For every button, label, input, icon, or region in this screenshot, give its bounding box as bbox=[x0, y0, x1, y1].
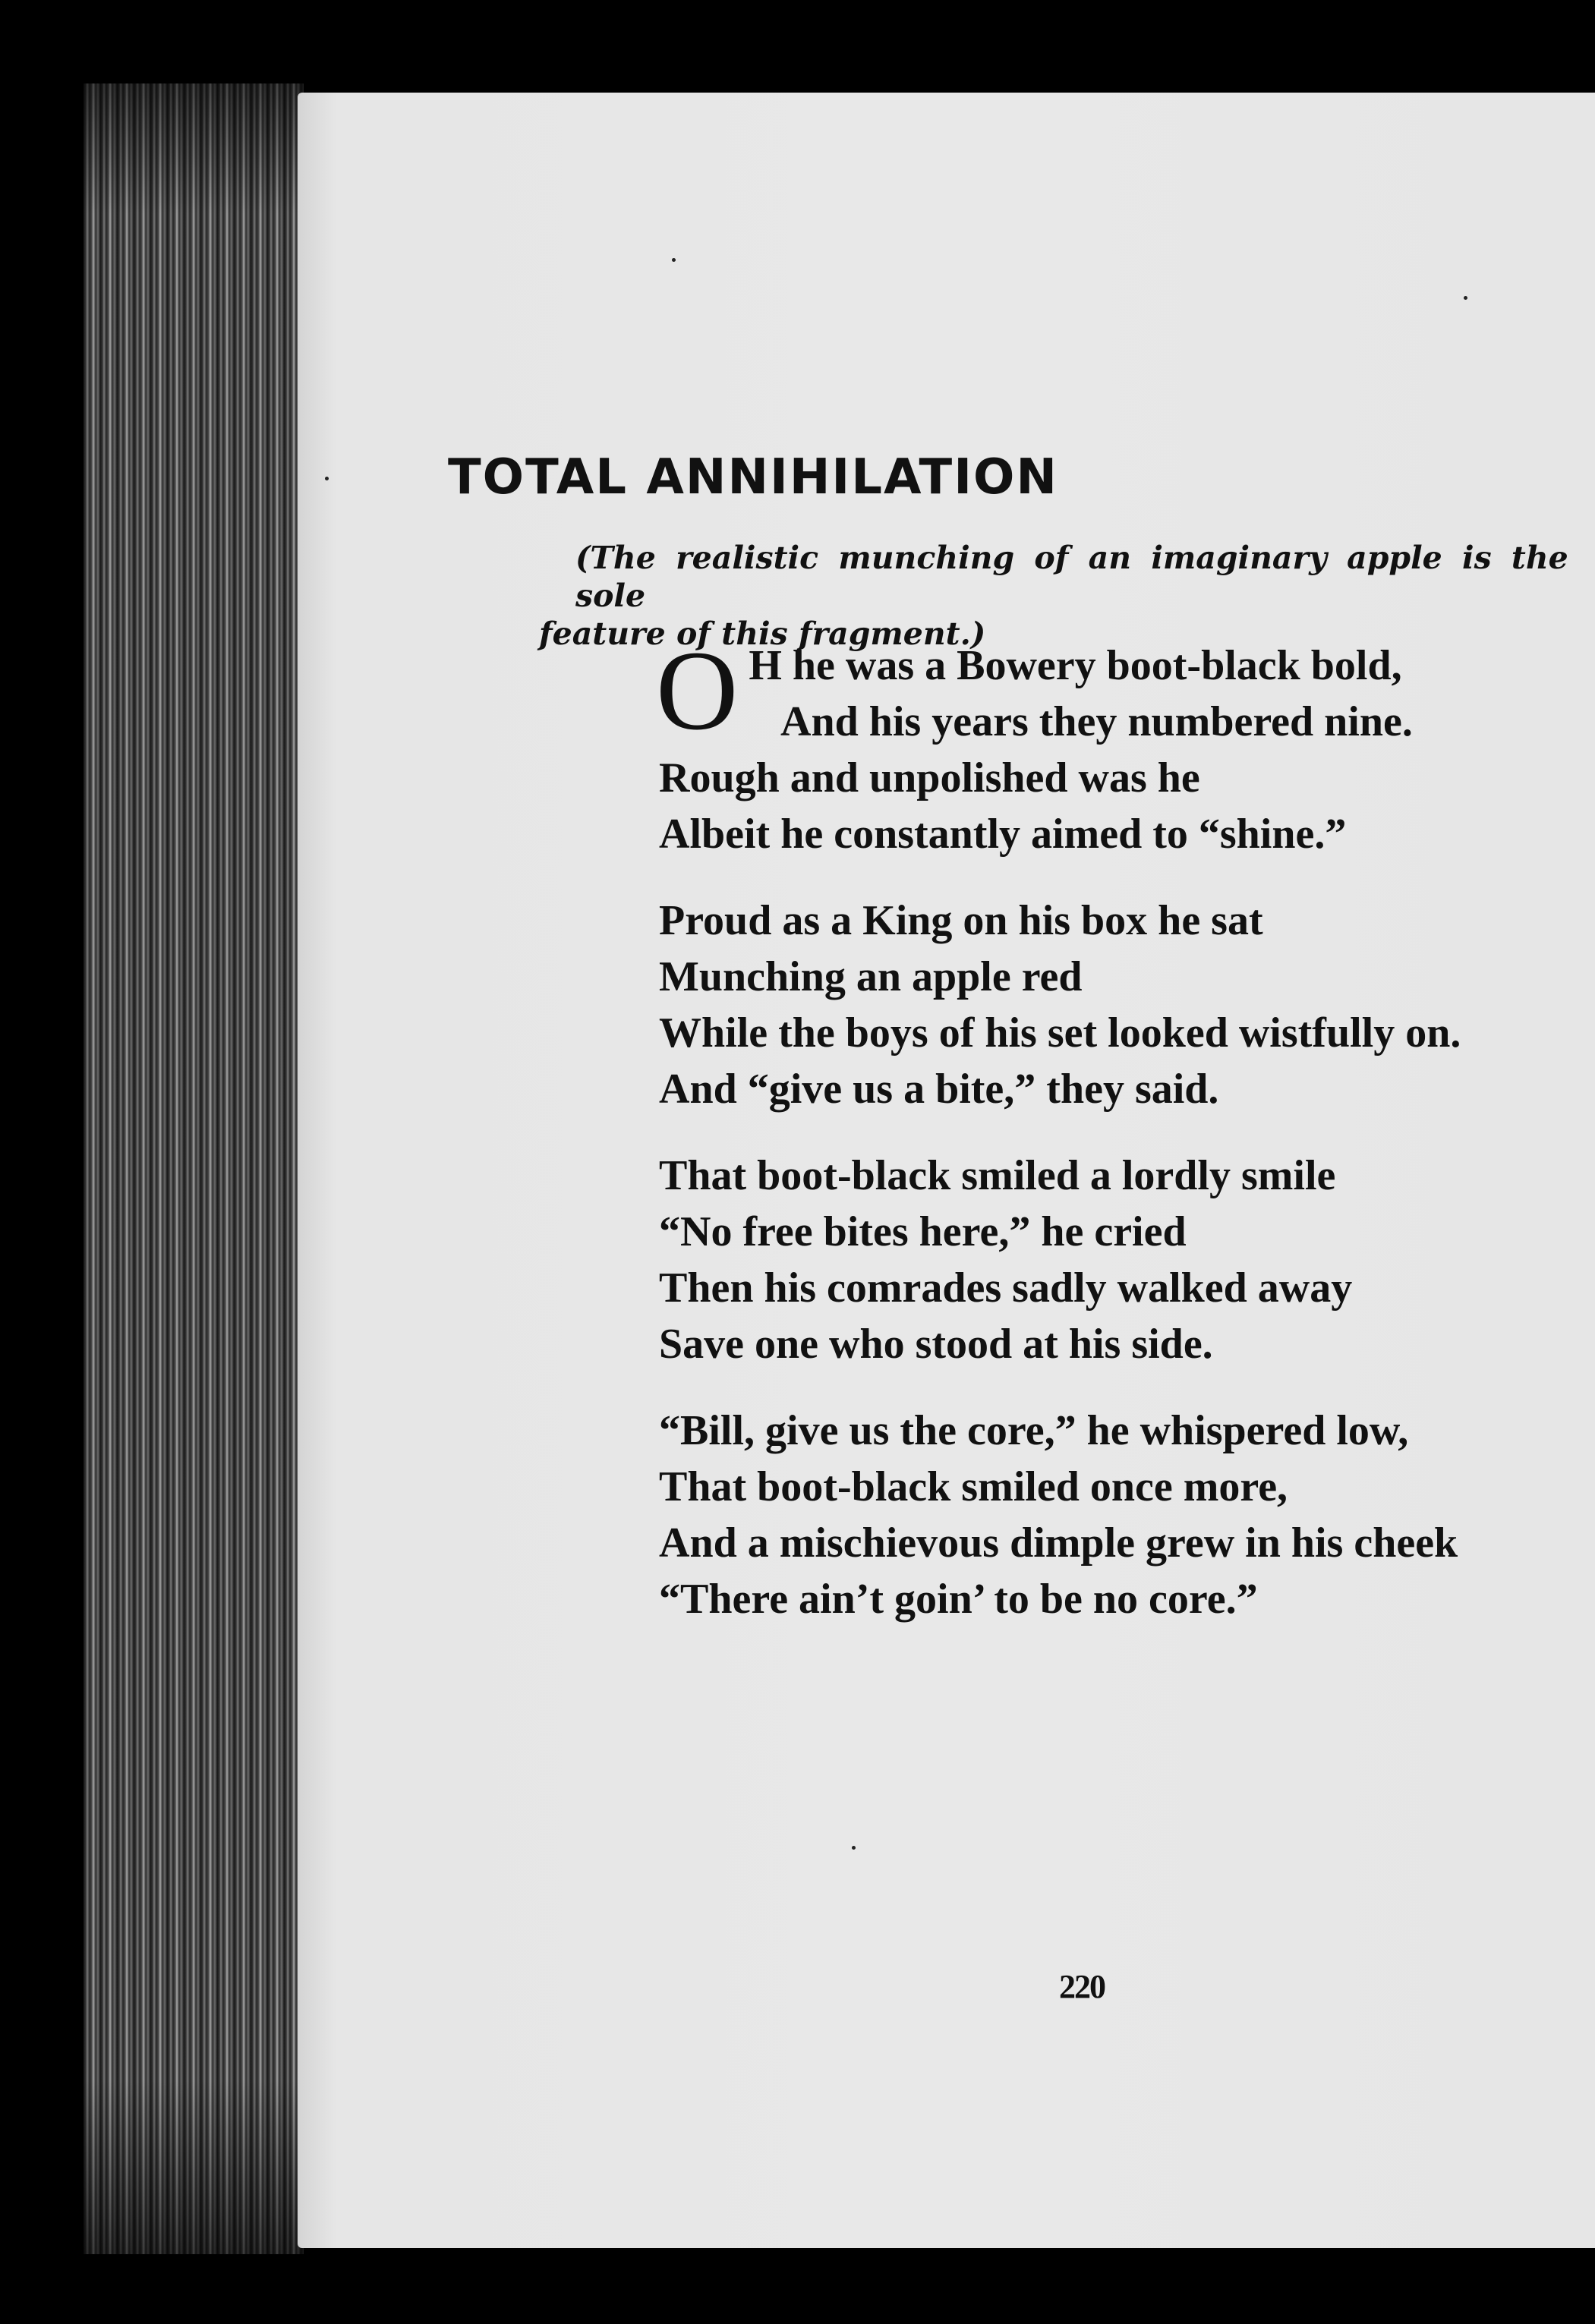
dust-speck bbox=[325, 477, 329, 480]
poem-body bbox=[656, 628, 1585, 1658]
dust-speck bbox=[1464, 296, 1467, 300]
poem-title: TOTAL ANNIHILATION bbox=[448, 449, 1058, 505]
poem-line: Then his comrades sadly walked away bbox=[659, 1264, 1353, 1312]
poem-line: Proud as a King on his box he sat bbox=[659, 897, 1263, 944]
poem-line: And a mischievous dimple grew in his cheek bbox=[659, 1519, 1458, 1567]
poem-line: H he was a Bowery boot-black bold, bbox=[749, 642, 1402, 689]
poem-line: “No free bites here,” he cried bbox=[659, 1208, 1187, 1255]
subtitle-line: feature of this fragment.) bbox=[539, 616, 986, 652]
poem-line: “Bill, give us the core,” he whispered low, bbox=[659, 1407, 1409, 1454]
poem-line: And his years they numbered nine. bbox=[780, 698, 1413, 745]
stanza bbox=[659, 1148, 1585, 1372]
poem-line: And “give us a bite,” they said. bbox=[659, 1066, 1219, 1113]
poem-line: Rough and unpolished was he bbox=[659, 754, 1200, 801]
poem-line: Albeit he constantly aimed to “shine.” bbox=[659, 811, 1347, 858]
stanza bbox=[659, 1403, 1585, 1627]
poem-line: Munching an apple red bbox=[659, 953, 1083, 1000]
poem-line: That boot-black smiled a lordly smile bbox=[659, 1152, 1336, 1199]
poem-line: That boot-black smiled once more, bbox=[659, 1463, 1288, 1510]
poem-line: “There ain’t goin’ to be no core.” bbox=[659, 1576, 1258, 1623]
poem-line: Save one who stood at his side. bbox=[659, 1321, 1213, 1368]
drop-cap: O bbox=[656, 628, 739, 754]
stanza bbox=[659, 893, 1585, 1117]
poem-line: While the boys of his set looked wistfully on. bbox=[659, 1009, 1461, 1057]
subtitle-line: (The realistic munching of an imaginary apple is the sole bbox=[575, 540, 1568, 614]
stanza bbox=[656, 628, 1585, 862]
page-number: 220 bbox=[1059, 1968, 1105, 2005]
dust-speck bbox=[852, 1846, 856, 1850]
book-page-edges bbox=[84, 83, 304, 2254]
dust-speck bbox=[672, 258, 676, 262]
